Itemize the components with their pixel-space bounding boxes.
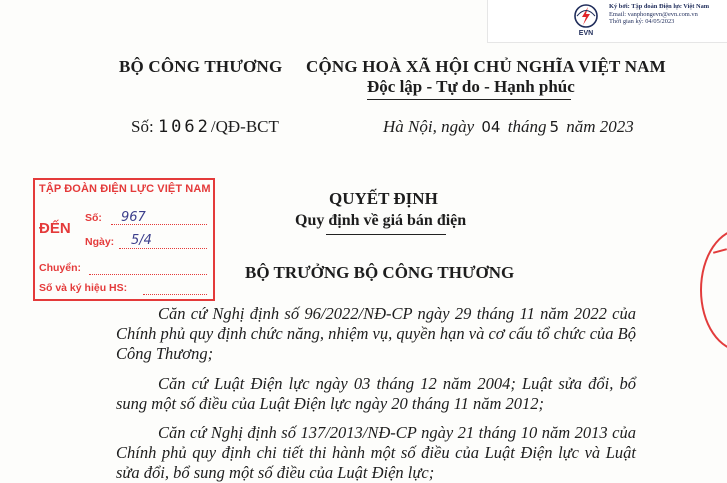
paragraph-text: Căn cứ Nghị định số 96/2022/NĐ-CP ngày 29 tháng 11 năm 2022 của Chính phủ quy định chức năng, nhiệm vụ, quyền hạn và cơ cấu tổ chức của Bộ Công Thương; [116, 304, 636, 363]
signature-time: Thời gian ký: 04/05/2023 [609, 18, 675, 26]
paragraph-text: Căn cứ Luật Điện lực ngày 03 tháng 12 năm 2004; Luật sửa đổi, bổ sung một số điều của Luật Điện lực ngày 20 tháng 11 năm 2012; [116, 374, 636, 413]
stamp-so-label: Số: [85, 212, 102, 224]
stamp-den-label: ĐẾN [39, 220, 71, 237]
stamp-chuyen-label: Chuyển: [39, 262, 81, 274]
year-label: năm 2023 [566, 117, 634, 136]
paragraph-text: Căn cứ Nghị định số 137/2013/NĐ-CP ngày 21 tháng 10 năm 2013 của Chính phủ quy định chi tiết thi hành một số điều của Luật Điện lực và Luật sửa đổi, bổ sung một số điều của Luật Điện lực; [116, 423, 636, 482]
stamp-hs-label: Số và ký hiệu HS: [39, 282, 128, 294]
incoming-document-stamp [33, 178, 215, 301]
evn-logo-icon [571, 3, 601, 37]
signature-signer: Ký bởi: Tập đoàn Điện lực Việt Nam [609, 3, 710, 10]
ministry-name: BỘ CÔNG THƯƠNG [119, 57, 283, 76]
stamp-hs-line [143, 294, 207, 295]
digital-signature-box [487, 0, 727, 43]
evn-logo-text: EVN [578, 30, 594, 37]
document-number [131, 117, 279, 137]
document-number-handwritten: 1062 [157, 117, 211, 137]
stamp-so-handwritten: 967 [121, 210, 146, 225]
legal-basis-paragraph [116, 374, 636, 414]
month-label: tháng [507, 117, 547, 136]
stamp-ngay-handwritten: 5/4 [131, 233, 152, 248]
document-number-prefix: Số: [131, 117, 154, 136]
decision-title: QUYẾT ĐỊNH [329, 189, 438, 208]
motto-underline [367, 99, 571, 100]
signature-email: Email: vanphongevn@evn.com.vn [609, 10, 698, 18]
date-day-handwritten: 04 [481, 118, 501, 136]
decision-subject: Quy định về giá bán điện [295, 212, 467, 229]
date-month-handwritten: 5 [549, 118, 560, 136]
stamp-organization: TẬP ĐOÀN ĐIỆN LỰC VIỆT NAM [39, 183, 211, 195]
country-name: CỘNG HOÀ XÃ HỘI CHỦ NGHĨA VIỆT NAM [306, 57, 666, 76]
stamp-ngay-label: Ngày: [85, 236, 115, 248]
stamp-chuyen-line [89, 274, 207, 275]
partial-red-seal [700, 228, 727, 352]
stamp-ngay-line [119, 248, 207, 249]
national-motto: Độc lập - Tự do - Hạnh phúc [367, 77, 575, 96]
document-number-suffix: /QĐ-BCT [210, 117, 279, 136]
signature-details [609, 3, 709, 26]
minister-heading: BỘ TRƯỞNG BỘ CÔNG THƯƠNG [245, 263, 515, 282]
legal-basis-paragraph [116, 423, 636, 483]
legal-basis-paragraph [116, 304, 636, 364]
place-and-date [383, 117, 634, 137]
place-label: Hà Nội, ngày [383, 117, 475, 136]
subject-underline [326, 234, 446, 235]
